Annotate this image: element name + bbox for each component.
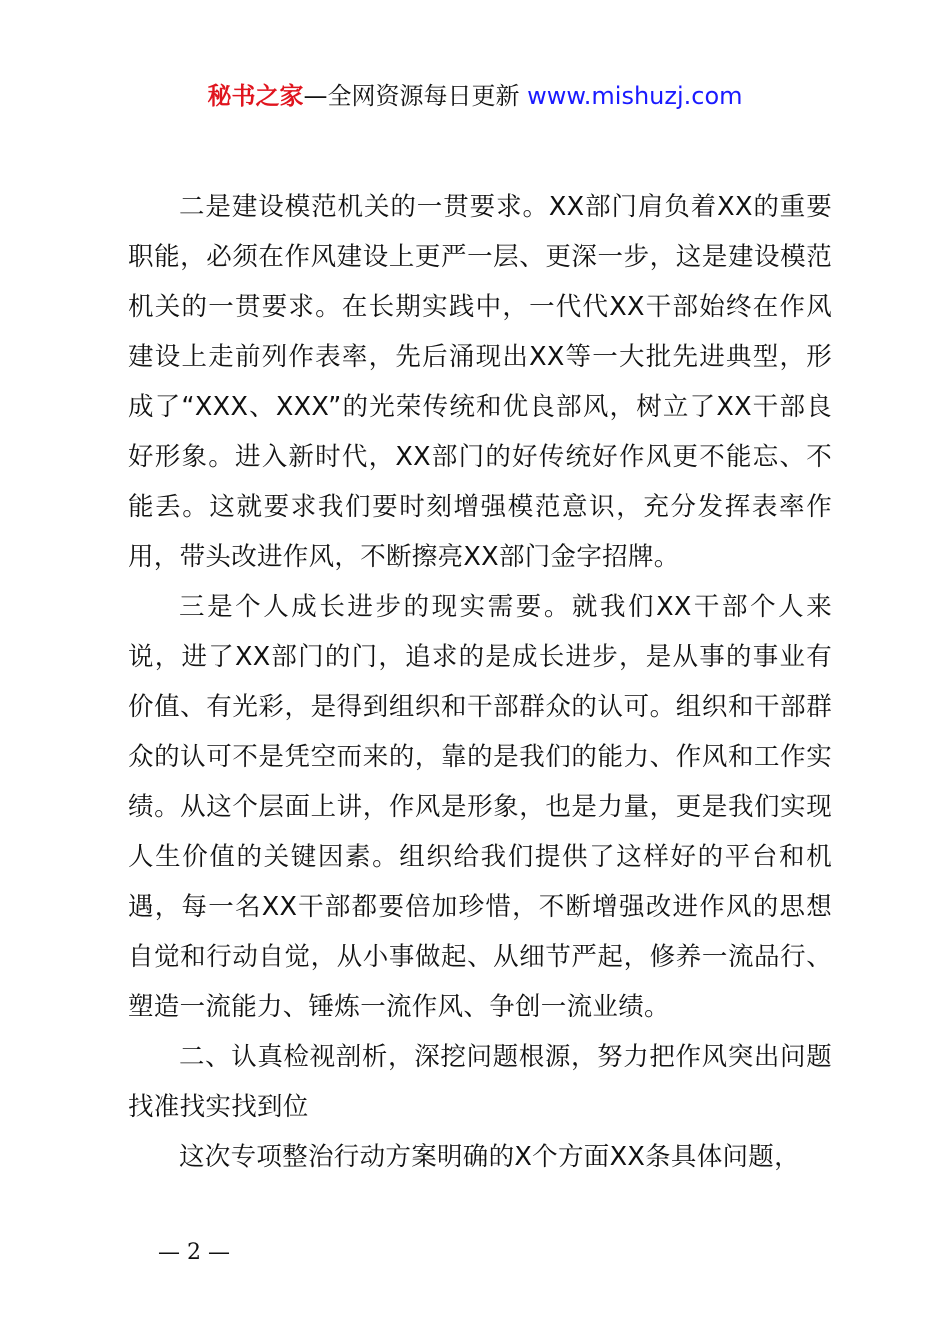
document-body: [128, 182, 832, 1182]
site-header: [0, 80, 950, 112]
paragraph-personal-growth: 三是个人成长进步的现实需要。就我们XX干部个人来说，进了XX部门的门，追求的是成长进步，是从事的事业有价值、有光彩，是得到组织和干部群众的认可。组织和干部群众的认可不是凭空而来的，靠的是我们的能力、作风和工作实绩。从这个层面上讲，作风是形象，也是力量，更是我们实现人生价值的关键因素。组织给我们提供了这样好的平台和机遇，每一名XX干部都要倍加珍惜，不断增强改进作风的思想自觉和行动自觉，从小事做起、从细节严起，修养一流品行、塑造一流能力、锤炼一流作风、争创一流业绩。: [128, 592, 832, 1022]
paragraph-model-organ: 二是建设模范机关的一贯要求。XX部门肩负着XX的重要职能，必须在作风建设上更严一层、更深一步，这是建设模范机关的一贯要求。在长期实践中，一代代XX干部始终在作风建设上走前列作表率，先后涌现出XX等一大批先进典型，形成了“XXX、XXX”的光荣传统和优良部风，树立了XX干部良好形象。进入新时代，XX部门的好传统好作风更不能忘、不能丢。这就要求我们要时刻增强模范意识，充分发挥表率作用，带头改进作风，不断擦亮XX部门金字招牌。: [128, 192, 832, 572]
page-number: — 2 —: [158, 1240, 230, 1265]
site-url[interactable]: www.mishuzj.com: [527, 82, 743, 110]
header-tagline: —全网资源每日更新: [303, 82, 520, 110]
brand-name: 秘书之家: [207, 82, 304, 110]
paragraph-rectification: 这次专项整治行动方案明确的X个方面XX条具体问题，: [179, 1142, 800, 1172]
section-heading: 二、认真检视剖析，深挖问题根源，努力把作风突出问题找准找实找到位: [128, 1042, 832, 1122]
